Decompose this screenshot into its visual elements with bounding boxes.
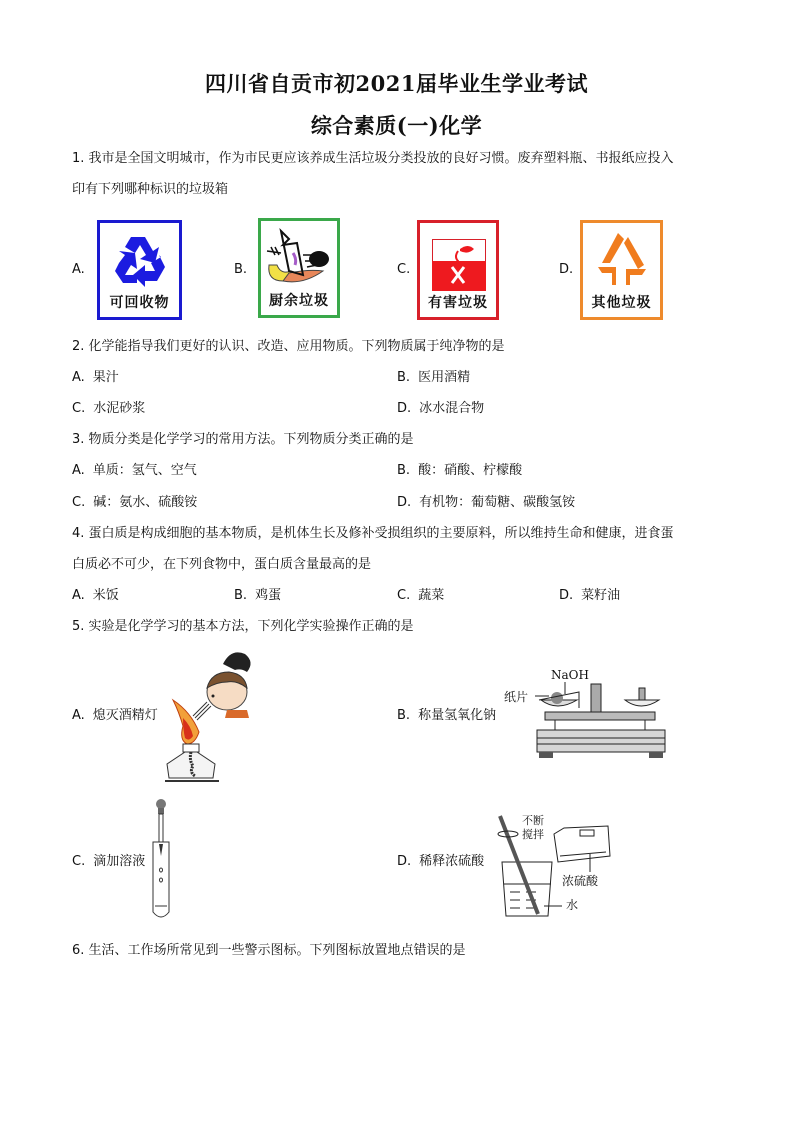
sign-text: 有害垃圾 <box>428 295 488 311</box>
question-number: 5. <box>72 619 85 634</box>
option-label: A. <box>72 588 85 603</box>
option-text: 有机物：葡萄糖、碳酸氢铵 <box>419 495 576 510</box>
option-c-hazardous-waste-sign[interactable] <box>417 220 499 320</box>
dilute-sulfuric-acid-figure <box>496 812 626 920</box>
option-text: 菜籽油 <box>581 588 621 603</box>
option-a[interactable] <box>72 708 158 724</box>
option-b[interactable] <box>234 588 281 604</box>
question-text: 化学能指导我们更好的认识、改造、应用物质。下列物质属于纯净物的是 <box>88 339 505 354</box>
option-text: 果汁 <box>92 370 119 385</box>
question-text: 蛋白质是构成细胞的基本物质，是机体生长及修补受损组织的主要原料，所以维持生命和健康，进食蛋 <box>88 526 674 541</box>
option-c[interactable] <box>72 401 145 417</box>
sign-text: 可回收物 <box>109 295 170 311</box>
question-number: 4. <box>72 526 85 541</box>
option-label: C. <box>72 854 86 869</box>
recycle-icon <box>109 229 173 293</box>
stir-label-1: 不断 <box>522 814 544 827</box>
option-label: C. <box>72 495 86 510</box>
blow-out-alcohol-lamp-figure <box>165 648 257 784</box>
option-label-d: D. <box>559 262 574 277</box>
sign-text: 其他垃圾 <box>591 295 652 311</box>
question-text-cont: 白质必不可少，在下列食物中，蛋白质含量最高的是 <box>72 557 372 572</box>
option-label: D. <box>397 495 412 510</box>
question-text: 生活、工作场所常见到一些警示图标。下列图标放置地点错误的是 <box>88 943 466 958</box>
option-a-recycle-sign[interactable] <box>97 220 182 320</box>
question-text: 实验是化学学习的基本方法，下列化学实验操作正确的是 <box>88 619 414 634</box>
question-number: 6. <box>72 943 85 958</box>
option-c[interactable] <box>72 495 197 511</box>
kitchen-waste-icon <box>263 225 335 287</box>
option-text: 熄灭酒精灯 <box>92 708 158 723</box>
option-d[interactable] <box>559 588 620 604</box>
document-subtitle: 综合素质(一)化学 <box>310 113 483 138</box>
option-text: 稀释浓硫酸 <box>419 854 485 869</box>
option-text: 滴加溶液 <box>93 854 146 869</box>
sign-text: 厨余垃圾 <box>269 293 329 309</box>
option-label: D. <box>397 401 412 416</box>
paper-label: 纸片 <box>504 690 529 704</box>
option-label-b: B. <box>234 262 248 277</box>
option-label: A. <box>72 463 85 478</box>
question-number: 1. <box>72 151 85 166</box>
option-c[interactable] <box>397 588 444 604</box>
option-text: 蔬菜 <box>418 588 445 603</box>
option-c[interactable] <box>72 854 145 870</box>
question-text: 物质分类是化学学习的常用方法。下列物质分类正确的是 <box>88 432 414 447</box>
balance-figure <box>535 682 667 760</box>
option-label: A. <box>72 708 85 723</box>
option-text: 米饭 <box>92 588 119 603</box>
flame-icon <box>173 700 199 744</box>
option-d[interactable] <box>397 401 484 417</box>
option-label: D. <box>397 854 412 869</box>
option-label: A. <box>72 370 85 385</box>
option-label-c: C. <box>397 262 411 277</box>
option-d[interactable] <box>397 854 484 870</box>
option-text: 鸡蛋 <box>255 588 282 603</box>
option-label: C. <box>72 401 86 416</box>
conc-acid-label: 浓硫酸 <box>562 874 599 888</box>
option-label: B. <box>234 588 248 603</box>
option-label-a: A. <box>72 262 85 277</box>
option-text: 水泥砂浆 <box>93 401 146 416</box>
option-d[interactable] <box>397 495 575 511</box>
option-b[interactable] <box>397 463 522 479</box>
document-title: 四川省自贡市初2021届毕业生学业考试 <box>205 71 588 96</box>
water-label: 水 <box>566 898 579 912</box>
other-waste-icon <box>594 229 650 291</box>
question-number: 2. <box>72 339 85 354</box>
option-text: 医用酒精 <box>418 370 471 385</box>
option-a[interactable] <box>72 588 119 604</box>
question-number: 3. <box>72 432 85 447</box>
naoh-label: NaOH <box>551 668 589 682</box>
option-label: D. <box>559 588 574 603</box>
hazardous-waste-icon <box>432 239 486 291</box>
option-text: 碱：氨水、硫酸铵 <box>93 495 198 510</box>
option-label: B. <box>397 370 411 385</box>
option-d-other-waste-sign[interactable] <box>580 220 663 320</box>
option-a[interactable] <box>72 463 197 479</box>
option-label: B. <box>397 708 411 723</box>
girl-head-icon <box>207 652 251 718</box>
option-b-kitchen-waste-sign[interactable] <box>258 218 340 318</box>
option-a[interactable] <box>72 370 119 386</box>
question-text-cont: 印有下列哪种标识的垃圾箱 <box>72 182 229 197</box>
question-text: 我市是全国文明城市，作为市民更应该养成生活垃圾分类投放的良好习惯。废弃塑料瓶、书报纸应投入 <box>88 151 674 166</box>
option-b[interactable] <box>397 370 470 386</box>
alcohol-lamp-icon <box>165 744 219 781</box>
option-b[interactable] <box>397 708 496 724</box>
option-label: B. <box>397 463 411 478</box>
dropper-test-tube-figure <box>150 798 172 924</box>
option-text: 单质：氢气、空气 <box>92 463 197 478</box>
option-text: 称量氢氧化钠 <box>418 708 497 723</box>
option-text: 酸：硝酸、柠檬酸 <box>418 463 523 478</box>
option-text: 冰水混合物 <box>419 401 485 416</box>
stir-label-2: 搅拌 <box>522 828 544 841</box>
option-label: C. <box>397 588 411 603</box>
